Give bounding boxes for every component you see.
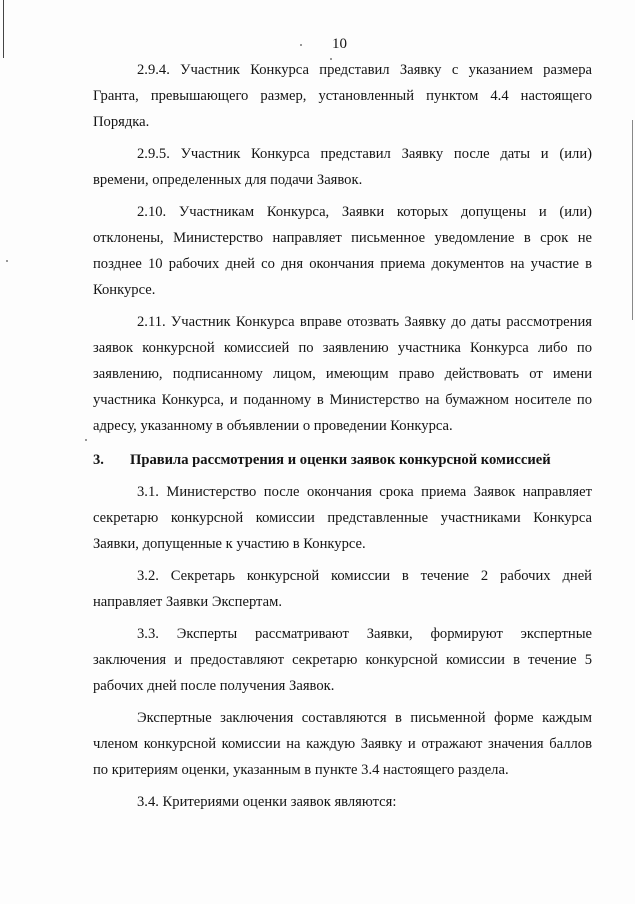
paragraph-3-4: 3.4. Критериями оценки заявок являются: (137, 794, 397, 810)
paragraph-2-11: 2.11. Участник Конкурса вправе отозвать Заявку до даты рассмотрения заявок конкурсной комиссией по заявлению участника Конкурса либо по заявлению, подписанному лицом, имеющим право действовать от имени участника Конкурса, и поданному в Министерство на бумажном носителе по адресу, указанному в объявлении о проведении Конкурса. (93, 314, 592, 434)
document-body (93, 57, 592, 821)
paragraph-2-9-5: 2.9.5. Участник Конкурса представил Заявку после даты и (или) времени, определенных для подачи Заявок. (93, 146, 592, 188)
paragraph-3-3: 3.3. Эксперты рассматривают Заявки, формируют экспертные заключения и предоставляют секретарю конкурсной комиссии в течение 5 рабочих дней после получения Заявок. (93, 626, 592, 694)
section-heading (93, 447, 592, 473)
paragraph-3-1: 3.1. Министерство после окончания срока приема Заявок направляет секретарю конкурсной комиссии представленные участниками Конкурса Заявки, допущенные к участию в Конкурсе. (93, 484, 592, 552)
section-number: 3. (93, 452, 104, 468)
scan-edge-mark (3, 0, 4, 58)
paragraph-3-2: 3.2. Секретарь конкурсной комиссии в течение 2 рабочих дней направляет Заявки Экспертам. (93, 568, 592, 610)
scan-edge-mark (632, 120, 633, 320)
scan-speck (6, 260, 8, 262)
section-title: Правила рассмотрения и оценки заявок конкурсной комиссией (130, 452, 551, 468)
paragraph-expert-conclusions: Экспертные заключения составляются в письменной форме каждым членом конкурсной комиссии на каждую Заявку и отражают значения баллов по критериям оценки, указанным в пункте 3.4 настоящего раздела. (93, 710, 592, 778)
page-number: 10 (332, 36, 347, 52)
paragraph-2-10: 2.10. Участникам Конкурса, Заявки которых допущены и (или) отклонены, Министерство направляет письменное уведомление в срок не позднее 10 рабочих дней со дня окончания приема документов на участие в Конкурсе. (93, 204, 592, 298)
paragraph-2-9-4: 2.9.4. Участник Конкурса представил Заявку с указанием размера Гранта, превышающего размер, установленный пунктом 4.4 настоящего Порядка. (93, 62, 592, 130)
scan-speck (85, 439, 87, 441)
